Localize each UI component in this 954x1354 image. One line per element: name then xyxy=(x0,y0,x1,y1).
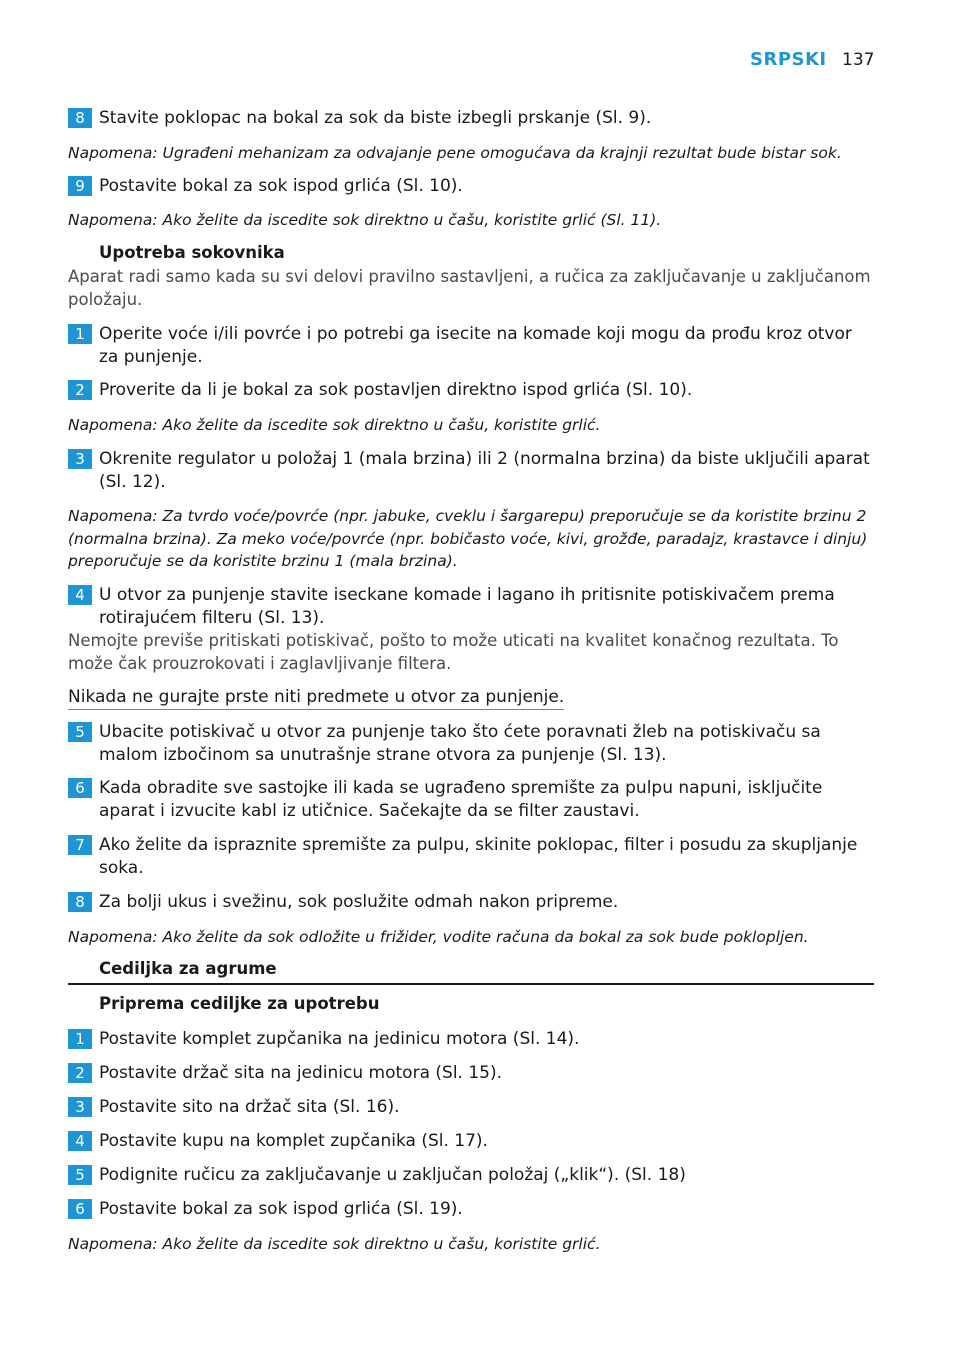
usage-step-4 xyxy=(68,584,874,629)
step-number-badge: 5 xyxy=(68,1165,92,1185)
step-number-badge: 3 xyxy=(68,1097,92,1117)
step-9-jug xyxy=(68,175,874,198)
step-text: Postavite bokal za sok ispod grlića (Sl. 19). xyxy=(99,1199,463,1219)
step-number-badge: 2 xyxy=(68,380,92,400)
usage-step-2 xyxy=(68,379,874,402)
usage-intro: Aparat radi samo kada su svi delovi pravilno sastavljeni, a ručica za zaključavanje u zaključanom položaju. xyxy=(68,267,871,309)
usage-step-7 xyxy=(68,834,874,879)
note-spout-glass-3: Napomena: Ako želite da iscedite sok direktno u čašu, koristite grlić. xyxy=(68,1235,601,1253)
citrus-step-3 xyxy=(68,1096,874,1119)
section-heading-citrus: Cediljka za agrume xyxy=(99,959,277,978)
step-text: Podignite ručicu za zaključavanje u zaključan položaj („klik“). (Sl. 18) xyxy=(99,1165,686,1185)
usage-step-5 xyxy=(68,721,874,766)
step-text: Ako želite da ispraznite spremište za pulpu, skinite poklopac, filter i posudu za skupljanje soka. xyxy=(99,835,858,878)
citrus-step-5 xyxy=(68,1164,874,1187)
pusher-caution: Nemojte previše pritiskati potiskivač, pošto to može uticati na kvalitet konačnog rezultata. To može čak prouzrokovati i zaglavljivanje filtera. xyxy=(68,631,839,673)
step-text: Postavite komplet zupčanika na jedinicu motora (Sl. 14). xyxy=(99,1029,580,1049)
step-number-badge: 3 xyxy=(68,449,92,469)
step-number-badge: 2 xyxy=(68,1063,92,1083)
note-spout-glass-2: Napomena: Ako želite da iscedite sok direktno u čašu, koristite grlić. xyxy=(68,416,601,434)
usage-step-8 xyxy=(68,891,874,914)
step-number-badge: 6 xyxy=(68,778,92,798)
usage-step-1 xyxy=(68,323,874,368)
step-number-badge: 8 xyxy=(68,892,92,912)
step-text: Kada obradite sve sastojke ili kada se ugrađeno spremište za pulpu napuni, isključite aparat i izvucite kabl iz utičnice. Sačekajte da se filter zaustavi. xyxy=(99,778,823,821)
citrus-step-1 xyxy=(68,1028,874,1051)
step-number-badge: 8 xyxy=(68,108,92,128)
step-text: Operite voće i/ili povrće i po potrebi ga isecite na komade koji mogu da prođu kroz otvor za punjenje. xyxy=(99,324,852,367)
subheading-citrus-prep: Priprema cediljke za upotrebu xyxy=(99,994,380,1013)
citrus-step-4 xyxy=(68,1130,874,1153)
page-number: 137 xyxy=(842,50,875,70)
note-fridge: Napomena: Ako želite da sok odložite u frižider, vodite računa da bokal za sok bude poklopljen. xyxy=(68,928,809,946)
step-number-badge: 6 xyxy=(68,1199,92,1219)
step-text: Postavite bokal za sok ispod grlića (Sl. 10). xyxy=(99,176,463,196)
section-divider xyxy=(68,983,874,985)
step-number-badge: 7 xyxy=(68,835,92,855)
step-text: Postavite kupu na komplet zupčanika (Sl. 17). xyxy=(99,1131,488,1151)
language-label: SRPSKI xyxy=(750,49,827,70)
step-text: Ubacite potiskivač u otvor za punjenje tako što ćete poravnati žleb na potiskivaču sa malom izbočinom sa unutrašnje strane otvora za punjenje (Sl. 13). xyxy=(99,722,821,765)
step-text: Proverite da li je bokal za sok postavljen direktno ispod grlića (Sl. 10). xyxy=(99,380,693,400)
step-number-badge: 1 xyxy=(68,324,92,344)
usage-step-3 xyxy=(68,448,874,493)
note-speed-advice: Napomena: Za tvrdo voće/povrće (npr. jabuke, cveklu i šargarepu) preporučuje se da koristite brzinu 2 (normalna brzina). Za meko voće/povrće (npr. bobičasto voće, kivi, grožđe, paradajz, krastavce i dinju) preporučuje se da koristite brzinu 1 (mala brzina). xyxy=(68,507,868,570)
note-foam: Napomena: Ugrađeni mehanizam za odvajanje pene omogućava da krajnji rezultat bude bistar sok. xyxy=(68,144,842,162)
step-number-badge: 1 xyxy=(68,1029,92,1049)
step-text: Postavite držač sita na jedinicu motora (Sl. 15). xyxy=(99,1063,503,1083)
citrus-step-2 xyxy=(68,1062,874,1085)
step-number-badge: 4 xyxy=(68,585,92,605)
step-number-badge: 5 xyxy=(68,722,92,742)
step-text: U otvor za punjenje stavite iseckane komade i lagano ih pritisnite potiskivačem prema rotirajućem filteru (Sl. 13). xyxy=(99,585,835,628)
citrus-step-6 xyxy=(68,1198,874,1221)
step-text: Okrenite regulator u položaj 1 (mala brzina) ili 2 (normalna brzina) da biste uključili aparat (Sl. 12). xyxy=(99,449,870,492)
step-number-badge: 4 xyxy=(68,1131,92,1151)
step-text: Stavite poklopac na bokal za sok da biste izbegli prskanje (Sl. 9). xyxy=(99,108,652,128)
step-number-badge: 9 xyxy=(68,176,92,196)
note-spout-glass: Napomena: Ako želite da iscedite sok direktno u čašu, koristite grlić (Sl. 11). xyxy=(68,211,662,229)
step-text: Postavite sito na držač sita (Sl. 16). xyxy=(99,1097,400,1117)
step-text: Za bolji ukus i svežinu, sok poslužite odmah nakon pripreme. xyxy=(99,892,619,912)
section-heading-usage: Upotreba sokovnika xyxy=(99,243,285,262)
usage-step-6 xyxy=(68,777,874,822)
warning-fingers: Nikada ne gurajte prste niti predmete u otvor za punjenje. xyxy=(68,686,564,710)
step-8-lid xyxy=(68,107,874,130)
